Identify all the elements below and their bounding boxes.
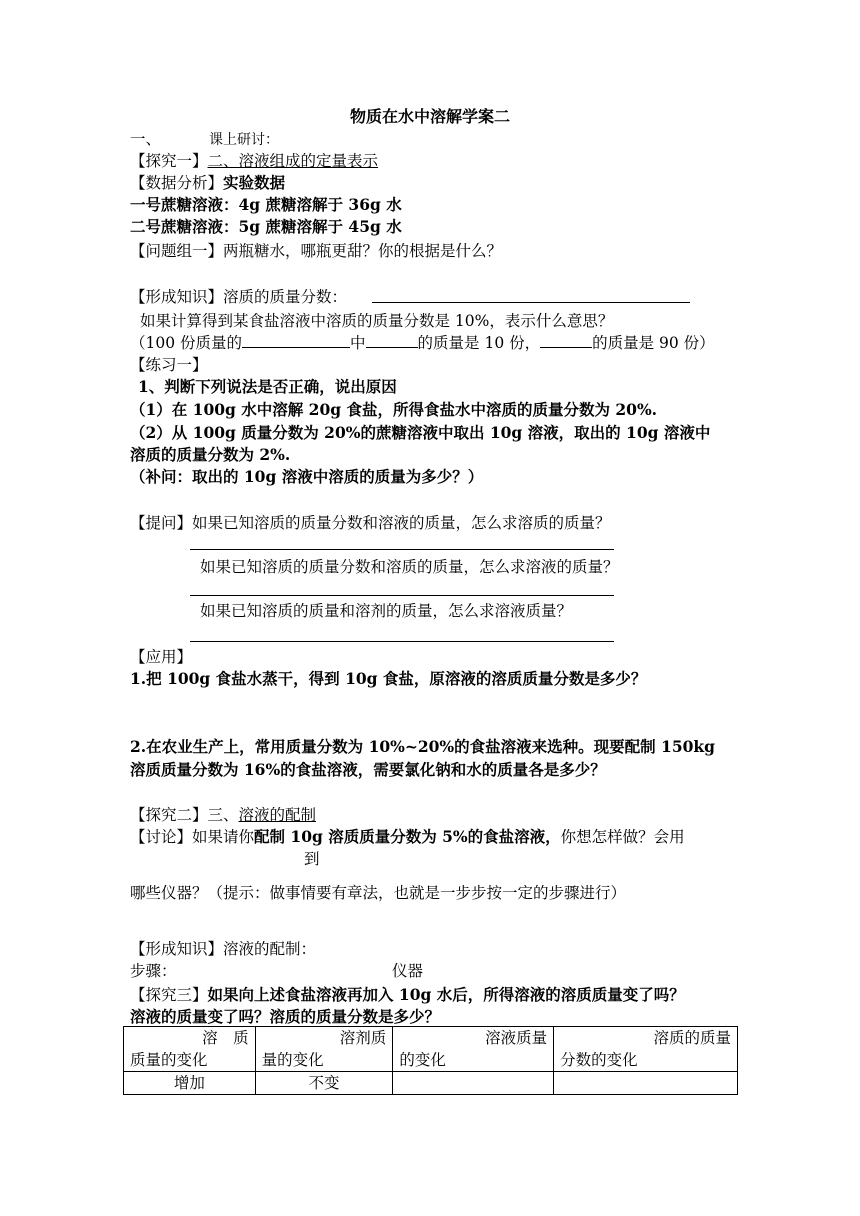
discuss-tag: 【讨论】 bbox=[130, 828, 193, 846]
apply-question-1: 1.把 100g 食盐水蒸干，得到 10g 食盐，原溶液的溶质质量分数是多少？ bbox=[130, 669, 647, 688]
exercise1-tag: 【练习一】 bbox=[130, 356, 208, 374]
answer-line[interactable] bbox=[372, 302, 690, 303]
ask-question-1: 如果已知溶质的质量分数和溶液的质量，怎么求溶质的质量？ bbox=[192, 514, 611, 532]
discuss-text-4: 到 bbox=[304, 850, 320, 868]
table-header-cell bbox=[124, 1027, 256, 1072]
question-group1-tag: 【问题组一】 bbox=[130, 242, 224, 260]
instrument-label: 仪器 bbox=[392, 962, 424, 980]
section-number: 一、 bbox=[130, 130, 162, 148]
explore1-heading bbox=[130, 150, 378, 172]
exercise-item-1: （1）在 100g 水中溶解 20g 食盐，所得食盐水中溶质的质量分数为 20%. bbox=[130, 400, 658, 419]
fill-text-4: 的质量是 90 份） bbox=[592, 334, 715, 352]
question-group1-text: 两瓶糖水，哪瓶更甜？你的根据是什么？ bbox=[223, 242, 503, 260]
fill-in-line bbox=[130, 332, 715, 354]
explore2-heading bbox=[130, 804, 316, 826]
page-title: 物质在水中溶解学案二 bbox=[349, 107, 510, 126]
instruments-text-1: 哪些仪器？（ bbox=[130, 884, 224, 902]
fill-text-3: 的质量是 10 份， bbox=[417, 334, 541, 352]
form-knowledge1-text: 溶质的质量分数： bbox=[223, 288, 348, 306]
discuss-text-3: 你想怎样做？会用 bbox=[560, 828, 685, 846]
answer-line[interactable] bbox=[190, 549, 614, 550]
form-knowledge2-text: 溶液的配制： bbox=[223, 940, 317, 958]
table-cell[interactable]: 增加 bbox=[124, 1072, 256, 1095]
fill-text-2: 中 bbox=[350, 334, 366, 352]
table-cell[interactable] bbox=[554, 1072, 738, 1095]
explore3-tag: 【探究三】 bbox=[130, 986, 208, 1004]
instruments-line bbox=[130, 882, 626, 904]
data-analysis-text: 实验数据 bbox=[223, 173, 286, 192]
apply-question-2b: 溶质质量分数为 16%的食盐溶液，需要氯化钠和水的质量各是多少？ bbox=[130, 760, 606, 779]
solution1-line: 一号蔗糖溶液：4g 蔗糖溶解于 36g 水 bbox=[130, 195, 402, 214]
discuss-text-1: 如果请你 bbox=[192, 828, 255, 846]
explore2-tag: 【探究二】 bbox=[130, 806, 208, 824]
judge-prompt: 1、判断下列说法是否正确，说出原因 bbox=[138, 377, 397, 396]
form-knowledge1-tag: 【形成知识】 bbox=[130, 288, 224, 306]
header-fraction-l2: 分数的变化 bbox=[560, 1051, 638, 1069]
fill-blank-3[interactable] bbox=[540, 332, 592, 348]
answer-line[interactable] bbox=[190, 641, 614, 642]
steps-label: 步骤： bbox=[130, 962, 177, 980]
fill-blank-2[interactable] bbox=[366, 332, 418, 348]
discuss-text-2: 配制 10g 溶质质量分数为 5%的食盐溶液， bbox=[254, 827, 561, 846]
table-header-cell bbox=[393, 1027, 554, 1072]
question-group1 bbox=[130, 240, 502, 262]
explore3-line1 bbox=[130, 984, 685, 1006]
table-row bbox=[124, 1072, 738, 1095]
explore3-line2: 溶液的质量变了吗？溶质的质量分数是多少？ bbox=[130, 1007, 441, 1026]
explore1-title: 二、溶液组成的定量表示 bbox=[207, 152, 379, 170]
section-heading bbox=[130, 128, 279, 151]
instruments-text-3: ） bbox=[610, 884, 627, 902]
table-cell[interactable]: 不变 bbox=[255, 1072, 393, 1095]
explore2-title: 溶液的配制 bbox=[238, 806, 317, 824]
explore3-text-1: 如果向上述食盐溶液再加入 10g 水后，所得溶液的溶质质量变了吗？ bbox=[207, 985, 685, 1004]
form-knowledge2 bbox=[130, 938, 316, 960]
form-knowledge1 bbox=[130, 286, 347, 308]
exercise-item-2b: 溶质的质量分数为 2%. bbox=[130, 445, 291, 464]
fill-blank-1[interactable] bbox=[242, 332, 350, 348]
explore1-tag: 【探究一】 bbox=[130, 152, 208, 170]
section-label: 课上研讨： bbox=[209, 132, 280, 148]
ask-question-2: 如果已知溶质的质量分数和溶质的质量，怎么求溶液的质量？ bbox=[200, 558, 619, 576]
table-header-cell bbox=[255, 1027, 393, 1072]
ask-tag: 【提问】 bbox=[130, 514, 193, 532]
apply-tag: 【应用】 bbox=[130, 648, 193, 666]
solution2-line: 二号蔗糖溶液：5g 蔗糖溶解于 45g 水 bbox=[130, 217, 402, 236]
followup-question: （补问：取出的 10g 溶液中溶质的质量为多少？） bbox=[130, 467, 484, 486]
table-header-cell bbox=[554, 1027, 738, 1072]
discuss-line bbox=[130, 826, 685, 848]
salt-question: 如果计算得到某食盐溶液中溶质的质量分数是 10%，表示什么意思？ bbox=[140, 312, 614, 330]
instruments-hint: 提示：做事情要有章法，也就是一步步按一定的步骤进行 bbox=[223, 884, 611, 902]
header-solution-l1: 溶液质量 bbox=[485, 1029, 548, 1047]
header-solute-l1: 溶 质 bbox=[202, 1029, 249, 1047]
answer-line[interactable] bbox=[190, 595, 614, 596]
explore2-number: 三、 bbox=[207, 806, 239, 824]
header-solute-l2: 质量的变化 bbox=[130, 1051, 208, 1069]
header-solvent-l2: 量的变化 bbox=[261, 1051, 324, 1069]
apply-question-2a: 2.在农业生产上，常用质量分数为 10%~20%的食盐溶液来选种。现要配制 150kg bbox=[130, 737, 715, 756]
header-fraction-l1: 溶质的质量 bbox=[653, 1029, 731, 1047]
header-solution-l2: 的变化 bbox=[399, 1051, 446, 1069]
ask-line-1 bbox=[130, 512, 611, 534]
fill-text-1: （100 份质量的 bbox=[130, 334, 243, 352]
table-header-row bbox=[124, 1027, 738, 1072]
data-analysis-tag: 【数据分析】 bbox=[130, 174, 224, 192]
header-solvent-l1: 溶剂质 bbox=[339, 1029, 387, 1047]
ask-question-3: 如果已知溶质的质量和溶剂的质量，怎么求溶液质量？ bbox=[200, 602, 573, 620]
change-table bbox=[123, 1026, 738, 1095]
data-analysis-line bbox=[130, 172, 285, 194]
exercise-item-2a: （2）从 100g 质量分数为 20%的蔗糖溶液中取出 10g 溶液，取出的 10g 溶液中 bbox=[130, 423, 711, 442]
form-knowledge2-tag: 【形成知识】 bbox=[130, 940, 224, 958]
table-cell[interactable] bbox=[393, 1072, 554, 1095]
